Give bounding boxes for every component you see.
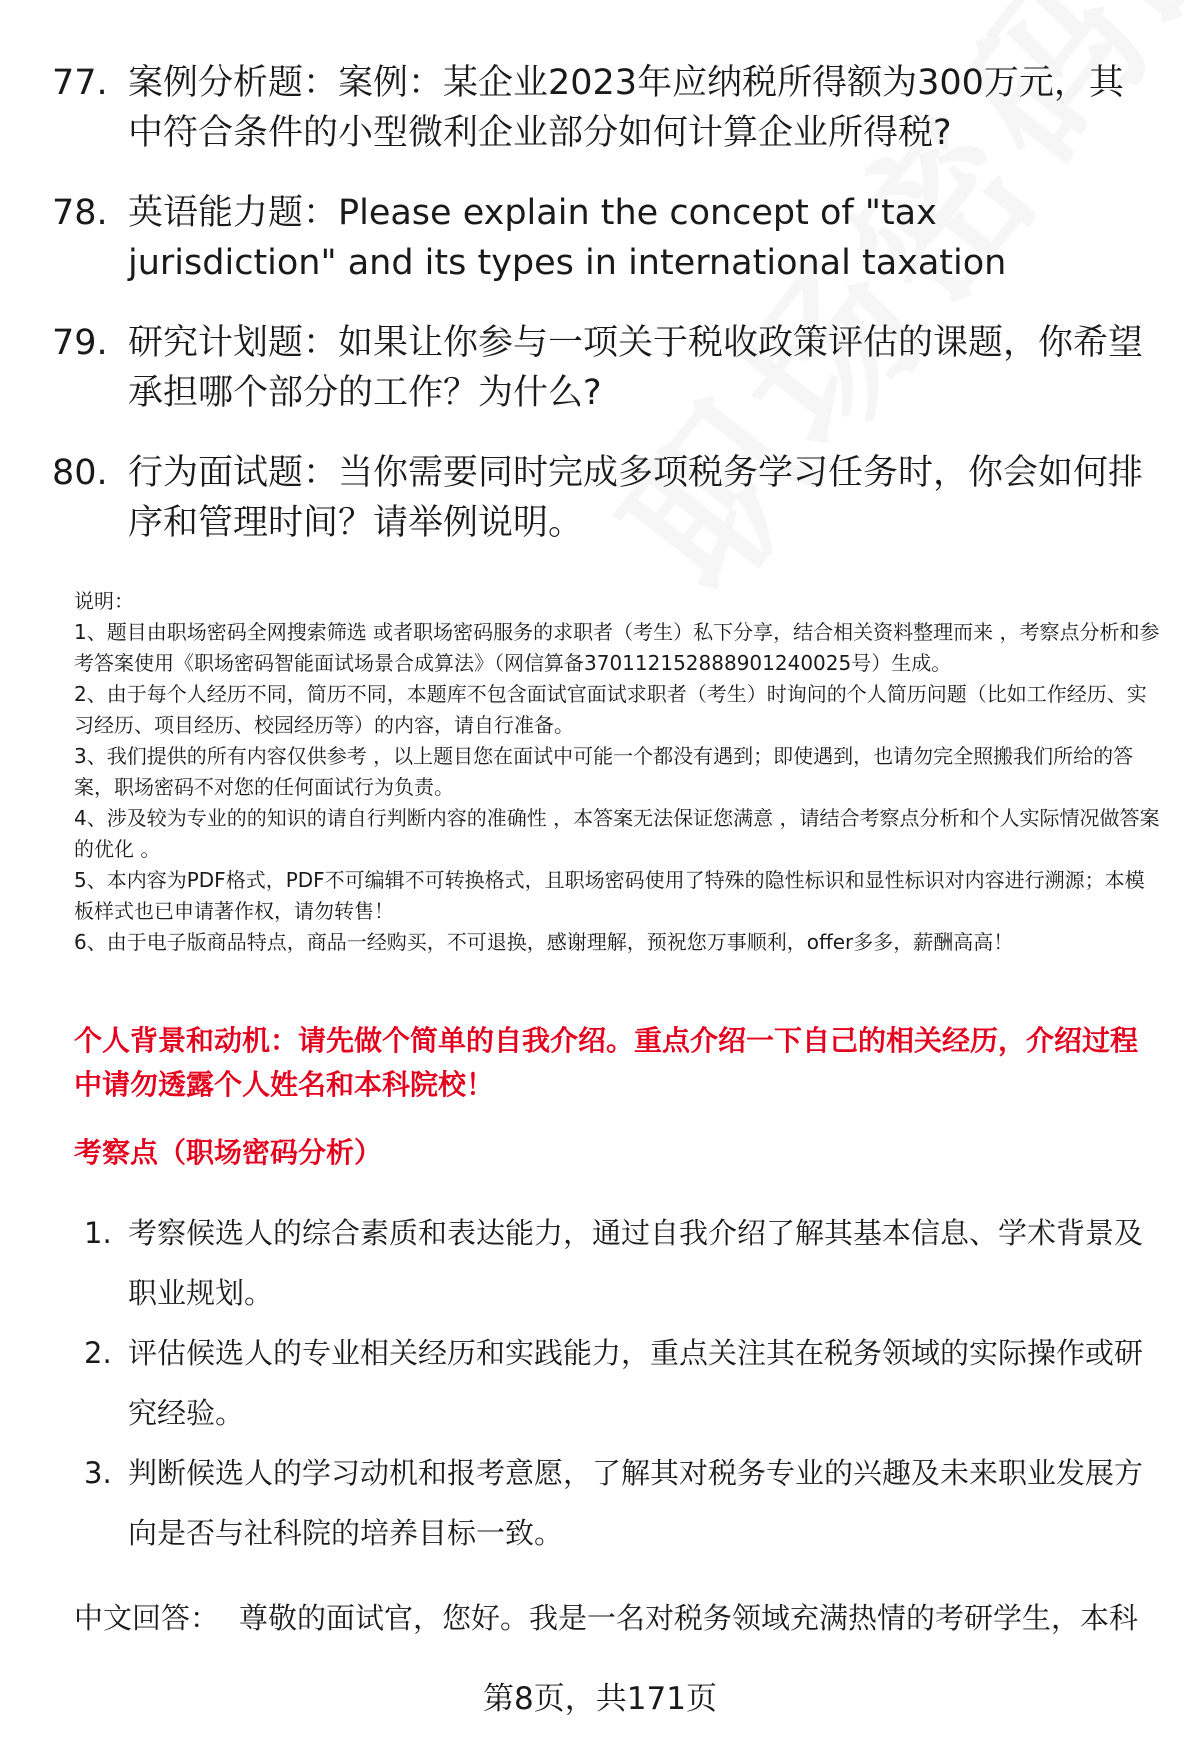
analysis-point-text: 评估候选人的专业相关经历和实践能力，重点关注其在税务领域的实际操作或研究经验。 bbox=[128, 1336, 1144, 1430]
question-item bbox=[52, 448, 1152, 548]
analysis-point-number: 1. bbox=[84, 1216, 112, 1250]
note-item: 4、涉及较为专业的的知识的请自行判断内容的准确性 ，本答案无法保证您满意 ，请结合考察点分析和个人实际情况做答案的优化 。 bbox=[74, 806, 1160, 861]
analysis-point-number: 3. bbox=[84, 1456, 112, 1490]
question-item bbox=[52, 58, 1152, 158]
question-text: 行为面试题：当你需要同时完成多项税务学习任务时，你会如何排序和管理时间？请举例说明。 bbox=[128, 453, 1144, 543]
question-text: 英语能力题：Please explain the concept of "tax jurisdiction" and its types in international taxation bbox=[128, 193, 1007, 283]
analysis-point bbox=[84, 1443, 1164, 1563]
analysis-point-text: 判断候选人的学习动机和报考意愿，了解其对税务专业的兴趣及未来职业发展方向是否与社科院的培养目标一致。 bbox=[128, 1456, 1144, 1550]
answer-paragraph bbox=[74, 1596, 1174, 1640]
question-item bbox=[52, 318, 1152, 418]
note-item: 1、题目由职场密码全网搜索筛选 或者职场密码服务的求职者（考生）私下分享，结合相关资料整理而来 ，考察点分析和参考答案使用《职场密码智能面试场景合成算法》（网信算备370112152888901240025号）生成。 bbox=[74, 620, 1160, 675]
analysis-point-list bbox=[84, 1203, 1164, 1563]
note-item: 5、本内容为PDF格式，PDF不可编辑不可转换格式，且职场密码使用了特殊的隐性标识和显性标识对内容进行溯源；本模板样式也已申请著作权，请勿转售！ bbox=[74, 868, 1145, 923]
background-question-heading: 个人背景和动机：请先做个简单的自我介绍。重点介绍一下自己的相关经历，介绍过程中请勿透露个人姓名和本科院校！ bbox=[74, 1024, 1139, 1101]
analysis-point bbox=[84, 1203, 1164, 1323]
question-number: 80. bbox=[52, 453, 108, 493]
question-number: 78. bbox=[52, 193, 108, 233]
analysis-point-text: 考察候选人的综合素质和表达能力，通过自我介绍了解其基本信息、学术背景及职业规划。 bbox=[128, 1216, 1144, 1310]
question-list bbox=[52, 58, 1152, 578]
question-text: 研究计划题：如果让你参与一项关于税收政策评估的课题，你希望承担哪个部分的工作？为什么? bbox=[128, 323, 1144, 413]
question-text: 案例分析题：案例：某企业2023年应纳税所得额为300万元，其中符合条件的小型微利企业部分如何计算企业所得税? bbox=[128, 63, 1124, 153]
question-number: 77. bbox=[52, 63, 108, 103]
analysis-point bbox=[84, 1323, 1164, 1443]
note-item: 3、我们提供的所有内容仅供参考 ，以上题目您在面试中可能一个都没有遇到；即使遇到，也请勿完全照搬我们所给的答案，职场密码不对您的任何面试行为负责。 bbox=[74, 744, 1134, 799]
notes-section bbox=[74, 586, 1160, 958]
answer-text: 尊敬的面试官，您好。我是一名对税务领域充满热情的考研学生，本科 bbox=[239, 1601, 1139, 1635]
page-footer: 第8页，共171页 bbox=[483, 1681, 717, 1717]
notes-title: 说明： bbox=[74, 589, 134, 613]
question-item bbox=[52, 188, 1152, 288]
answer-label: 中文回答： bbox=[74, 1601, 220, 1635]
analysis-point-number: 2. bbox=[84, 1336, 112, 1370]
analysis-heading: 考察点（职场密码分析） bbox=[74, 1136, 383, 1169]
note-item: 2、由于每个人经历不同，简历不同，本题库不包含面试官面试求职者（考生）时询问的个人简历问题（比如工作经历、实习经历、项目经历、校园经历等）的内容，请自行准备。 bbox=[74, 682, 1147, 737]
note-item: 6、由于电子版商品特点，商品一经购买，不可退换，感谢理解，预祝您万事顺利，offer多多，薪酬高高！ bbox=[74, 930, 1014, 954]
question-number: 79. bbox=[52, 323, 108, 363]
